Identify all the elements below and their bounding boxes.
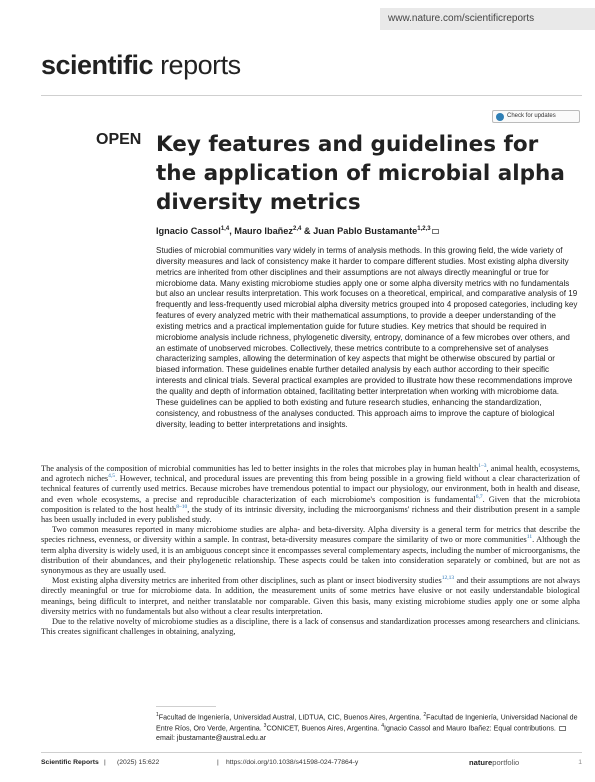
footnote-divider [156,706,216,707]
author-name[interactable]: Ignacio Cassol [156,226,221,237]
correspondence-email[interactable]: email: jbustamante@austral.edu.ar [156,733,267,742]
body-text: The analysis of the composition of microbial communities has led to better insights in the roles that microbes play in human health [41,464,479,473]
body-text: Two common measures reported in many microbiome studies are alpha- and beta-diversity. Alpha diversity is a general term for metrics that describe the species richness, evenness, or diversity within a sample. In contrast, beta-diversity measures compare the similarity of two or more communities [41,525,580,545]
footer-volume: (2025) 15:622 [117,759,160,766]
body-text: and their assumptions are not always directly meaningful or true for microbiome data. In addition, the measurement units of some metrics have elusive or not easily understandable biological meanings, being difficult to interpret, and neither translatable nor comparable. Given this basis, many existing microbiome studies apply one or some alpha diversity metrics with no fundamentals but also without a clear results interpretation. [41,576,580,616]
author-name[interactable]: Mauro Ibañez [234,226,294,237]
body-paragraph [41,576,580,617]
body-text: Most existing alpha diversity metrics are inherited from other disciplines, such as plant or insect biodiversity studies [52,576,442,586]
citation-ref[interactable]: 12,13 [441,575,455,582]
footer-divider [41,752,582,753]
affil-number: 4 [381,723,384,730]
author-name[interactable]: Juan Pablo Bustamante [313,226,418,237]
author-list [156,226,439,236]
body-text: . Although the term alpha diversity is widely used, it is an ambiguous concept since it encompasses several complementary aspects, including the number of microorganisms, the distribution of their abundances, and their phylogenetic relationship. These aspects could be taken into consideration separately or combined, but are not as synonymous as they are usually used. [41,535,581,576]
affiliations [156,711,580,743]
author-sep: & [301,226,314,237]
affil-text: Facultad de Ingeniería, Universidad Austral, LIDTUA, CIC, Buenos Aires, Argentina. [158,713,424,722]
publisher-light: portfolio [492,758,520,767]
article-body [41,464,580,637]
check-updates-label: Check for updates [507,113,556,119]
citation-ref[interactable]: 4,5 [108,473,116,480]
logo-light: reports [160,50,241,80]
affil-text: CONICET, Buenos Aires, Argentina. [266,724,382,733]
body-paragraph [41,464,580,525]
page-footer [41,759,582,771]
affil-number: 1 [156,712,159,718]
footer-separator: | [104,759,106,766]
article-title: Key features and guidelines for the application of microbial alpha diversity metrics [156,132,565,215]
affil-text: Ignacio Cassol and Mauro Ibañez: Equal contributions. [383,724,558,733]
logo-bold: scientific [41,50,154,80]
journal-logo [41,50,241,81]
body-paragraph: Due to the relative novelty of microbiome studies as a discipline, there is a lack of consensus and standardization processes among researchers and clinicians. This creates significant challenges in obtaining, analyzing, [41,617,580,637]
author-affil: 1,4 [220,226,230,232]
body-text: . Given that the microbiota composition is related to the host health [41,494,580,514]
page-number: 1 [578,759,582,766]
author-sep: , [229,226,235,237]
publisher-bold: nature [469,758,493,767]
body-paragraph [41,525,580,576]
publisher-logo [469,758,519,767]
header-divider [41,95,582,96]
citation-ref[interactable]: 8–10 [176,504,188,511]
affil-text: Facultad de Ingeniería, Universidad Nacional de Entre Ríos, Oro Verde, Argentina. [156,713,578,733]
citation-ref[interactable]: 1–3 [478,463,487,470]
check-updates-icon [496,113,504,121]
journal-url[interactable]: www.nature.com/scientificreports [380,8,595,30]
abstract: Studies of microbial communities vary widely in terms of analysis methods. In this growing field, the wide variety of diversity measures and lack of consistency make it harder to compare different studies. Most existing alpha diversity metrics are inherited from other disciplines and their assumptions are not always directly meaningful or true for microbiome data. Many existing microbiome studies apply one or some alpha diversity metrics with no fundamentals but also an unclear results interpretation. This work focuses on a theoretical, empirical, and comparative analysis of 19 frequently and less-frequently used microbial alpha diversity metrics grouped into 4 proposed categories, including key features of every analyzed metric with their mathematical assumptions, to provide a deeper understanding of the existing metrics and a practical implementation guide for future studies. Key metrics that should be required in microbiome analysis include richness, phylogenetic diversity, entropy, dominance of a few microbes over others, and an estimate of unobserved microbes. Collectively, these metrics contribute to a comprehensive set of analyses characterizing samples, allowing the determination of key aspects that might be otherwise obscured by partial or biased information. These guidelines enable further detailed analysis by each author according to their specific interests and clinical trials. Several practical examples are provided to illustrate how these recommendations improve the quality and depth of information obtained, facilitating better interpretation when working with microbiome data. These guidelines can be applied to both existing and future research studies, enhancing the standardization, consistency, and robustness of the analyses conducted. This approach aims to improve the capture of biological diversity, leading to better interpretations and insights. [156,246,578,429]
citation-ref[interactable]: 11 [526,534,533,541]
footer-journal: Scientific Reports [41,759,99,766]
citation-ref[interactable]: 6,7 [475,493,483,500]
footer-doi-link[interactable]: https://doi.org/10.1038/s41598-024-77864-y [226,759,359,766]
affil-number: 2 [423,712,427,718]
author-affil: 1,2,3 [417,226,431,232]
body-text: . However, technical, and procedural issues are preventing this from being possible in a growing field without a clear characterization of technical features of currently used metrics. Because microbes have tremendous potential to impact our physiology, our environment, both in health and disease, and even whole ecosystems, a precise and reproducible characterization of each microbiome's composition is fundamental [41,474,580,504]
author-affil: 2,4 [293,226,302,232]
body-text: , the study of its intrinsic diversity, including the microorganisms' richness and their distribution present in a sample has been usually included in every published study. [41,504,580,525]
body-text: , animal health, ecosystems, and agrotech niches [41,464,580,484]
footer-separator: | [217,759,219,766]
check-updates-button[interactable] [492,110,580,123]
affil-number: 3 [263,723,267,730]
email-icon[interactable] [432,229,439,234]
email-icon [559,726,566,731]
open-access-label: OPEN [96,131,142,148]
